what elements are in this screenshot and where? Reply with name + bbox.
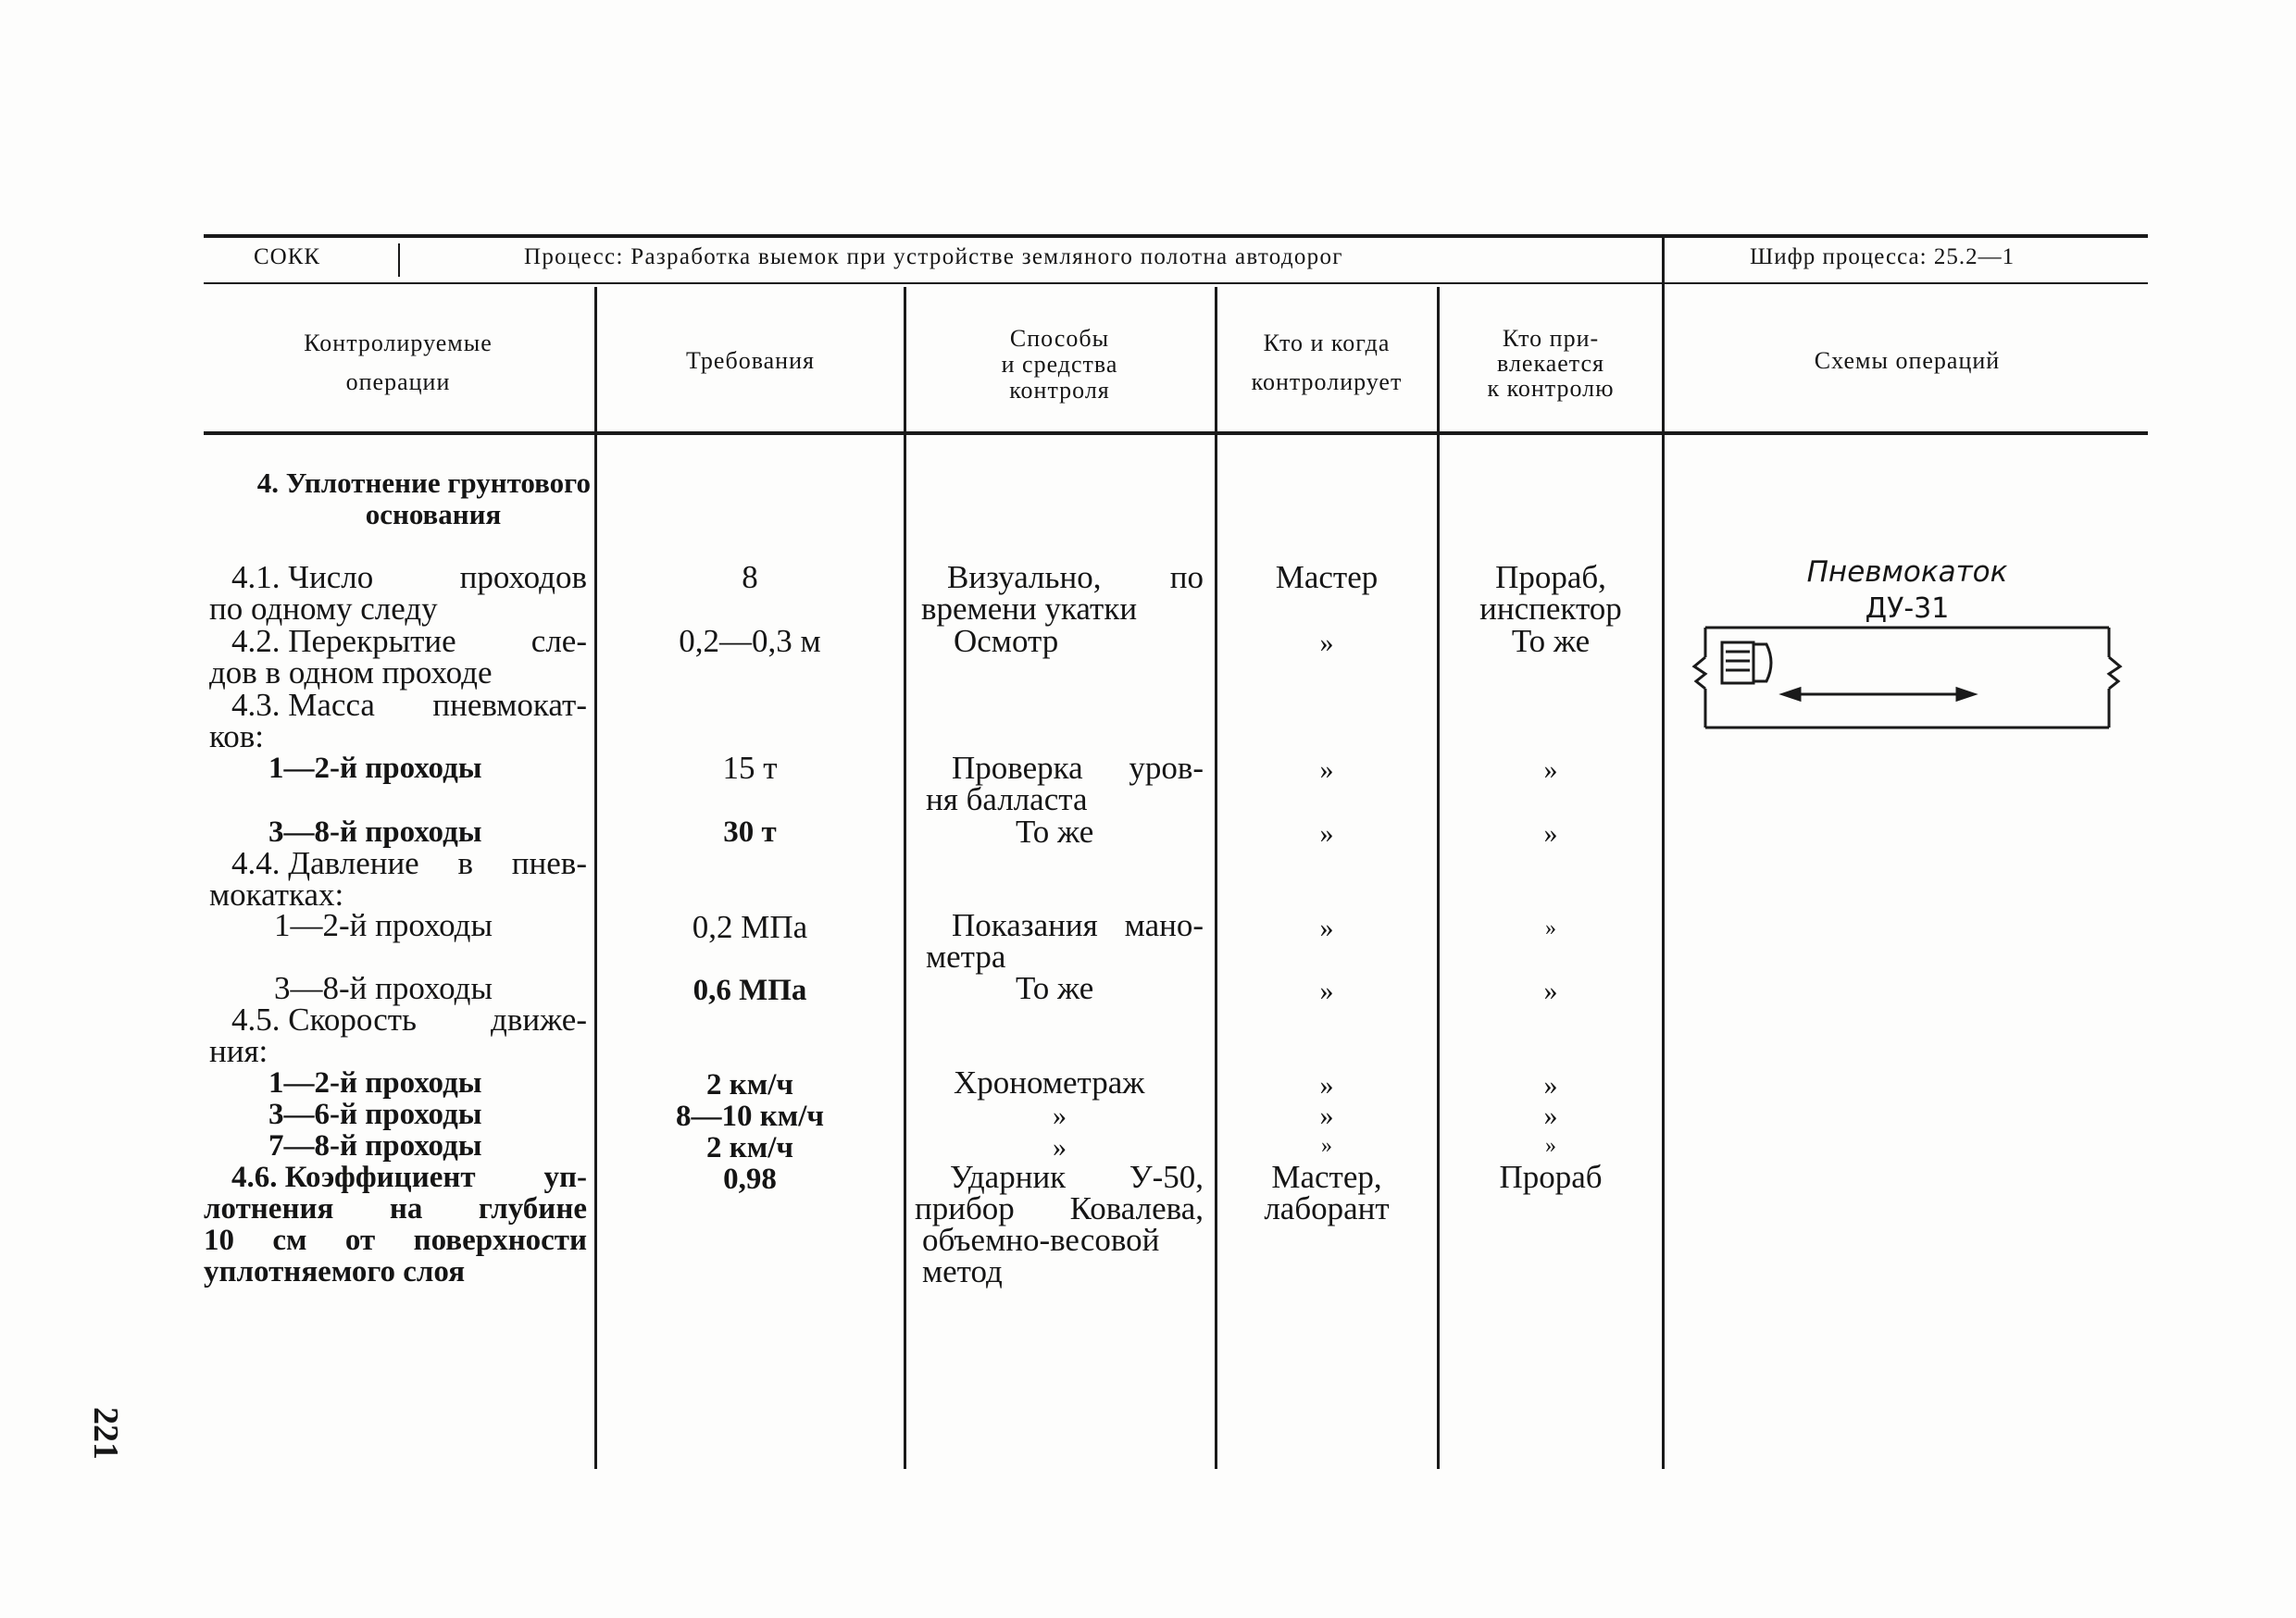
- who-4-5-a: »: [1319, 1070, 1334, 1101]
- who-4-3-b: »: [1319, 818, 1334, 849]
- op-4-4-b: 3—8-й проходы: [274, 970, 493, 1006]
- op-4-1: 4.1. Число проходов по одному следу: [209, 559, 587, 627]
- colhdr-requirements: Требования: [686, 347, 815, 374]
- process-title: Процесс: Разработка выемок при устройстве земляного полотна автодорог: [524, 244, 1343, 269]
- top-rule: [204, 234, 2148, 238]
- double-arrow-icon: [1783, 689, 1974, 700]
- col-divider-code: [1662, 238, 1665, 1469]
- roller-scheme-diagram: [1685, 620, 2139, 741]
- op-4-2: 4.2. Перекрытие сле- дов в одном проходе: [209, 623, 587, 691]
- method-4-5-b: »: [1053, 1101, 1067, 1131]
- page-number: 221: [86, 1407, 125, 1460]
- who-4-3-a: »: [1319, 754, 1334, 785]
- header-rule: [204, 282, 2148, 284]
- sokk-label: СОКК: [254, 244, 321, 269]
- who-4-1: Мастер: [1275, 559, 1379, 595]
- op-4-3: 4.3. Масса пневмокат- ков:: [209, 687, 587, 754]
- colhdr-who-when: Кто и когда контролирует: [1251, 330, 1403, 395]
- scheme-label-roller: Пневмокаток: [1806, 555, 2008, 589]
- roller-icon: [1722, 642, 1771, 683]
- who-4-5-c: »: [1321, 1134, 1332, 1158]
- method-4-1: Визуально, по времени укатки: [921, 559, 1204, 627]
- involved-4-4-a: »: [1545, 916, 1556, 940]
- colhdr-methods: Способы и средства контроля: [1001, 325, 1118, 404]
- involved-4-4-b: »: [1543, 976, 1558, 1006]
- process-code: Шифр процесса: 25.2—1: [1750, 244, 2015, 269]
- column-header-rule: [204, 431, 2148, 435]
- req-4-2: 0,2—0,3 м: [679, 623, 821, 659]
- method-4-5-a: Хронометраж: [954, 1064, 1145, 1101]
- scheme-label-model: ДУ-31: [1865, 592, 1950, 625]
- req-4-5-a: 2 км/ч: [705, 1068, 794, 1101]
- method-4-3-a: Проверка уров- ня балласта: [926, 750, 1204, 817]
- road-strip-outline: [1694, 628, 2120, 728]
- op-4-5-b: 3—6-й проходы: [268, 1098, 482, 1131]
- who-4-4-b: »: [1319, 976, 1334, 1006]
- involved-4-5-a: »: [1543, 1070, 1558, 1101]
- involved-4-1: Прораб, инспектор: [1479, 559, 1622, 627]
- op-4-4: 4.4. Давление в пнев- мокатках:: [209, 845, 587, 913]
- method-4-4-b: То же: [1016, 970, 1094, 1006]
- req-4-6: 0,98: [723, 1163, 777, 1196]
- op-4-3-b: 3—8-й проходы: [268, 815, 482, 849]
- who-4-2: »: [1319, 628, 1334, 658]
- involved-4-3-b: »: [1543, 818, 1558, 849]
- method-4-5-c: »: [1053, 1132, 1067, 1163]
- involved-4-5-b: »: [1543, 1101, 1558, 1131]
- op-4-4-a: 1—2-й проходы: [274, 907, 493, 943]
- involved-4-6: Прораб: [1499, 1159, 1603, 1195]
- colhdr-schemes: Схемы операций: [1814, 347, 2001, 374]
- who-4-5-b: »: [1319, 1101, 1334, 1131]
- involved-4-3-a: »: [1543, 754, 1558, 785]
- op-4-6: 4.6. Коэффициент уп- лотнения на глубине 10 см от поверхности уплотняемого слоя: [204, 1161, 587, 1288]
- col-divider-2: [904, 287, 906, 1469]
- method-4-2: Осмотр: [954, 623, 1059, 659]
- section-title: 4. Уплотнение грунтового основания: [256, 467, 591, 530]
- req-4-5-c: 2 км/ч: [705, 1131, 794, 1164]
- col-divider-3: [1215, 287, 1217, 1469]
- op-4-3-a: 1—2-й проходы: [268, 752, 482, 785]
- op-4-5-c: 7—8-й проходы: [268, 1129, 482, 1163]
- who-4-6: Мастер, лаборант: [1264, 1159, 1390, 1226]
- method-4-6: Ударник У-50, прибор Ковалева, объемно-весовой метод: [915, 1159, 1204, 1289]
- col-divider-4: [1437, 287, 1440, 1469]
- method-4-4-a: Показания мано- метра: [926, 907, 1204, 975]
- req-4-3-b: 30 т: [723, 815, 777, 849]
- sokk-divider: [398, 243, 400, 277]
- col-divider-1: [594, 287, 597, 1469]
- op-4-5: 4.5. Скорость движе- ния:: [209, 1002, 587, 1069]
- req-4-1: 8: [742, 559, 758, 595]
- colhdr-operations: Контролируемые операции: [304, 330, 493, 395]
- req-4-4-b: 0,6 МПа: [693, 974, 807, 1007]
- method-4-3-b: То же: [1016, 814, 1094, 850]
- involved-4-5-c: »: [1545, 1134, 1556, 1158]
- req-4-4-a: 0,2 МПа: [692, 909, 808, 945]
- colhdr-involved: Кто при- влекается к контролю: [1487, 325, 1615, 402]
- op-4-5-a: 1—2-й проходы: [268, 1066, 482, 1100]
- req-4-3-a: 15 т: [722, 750, 778, 786]
- who-4-4-a: »: [1319, 913, 1334, 943]
- involved-4-2: То же: [1511, 623, 1591, 659]
- req-4-5-b: 8—10 км/ч: [675, 1100, 825, 1133]
